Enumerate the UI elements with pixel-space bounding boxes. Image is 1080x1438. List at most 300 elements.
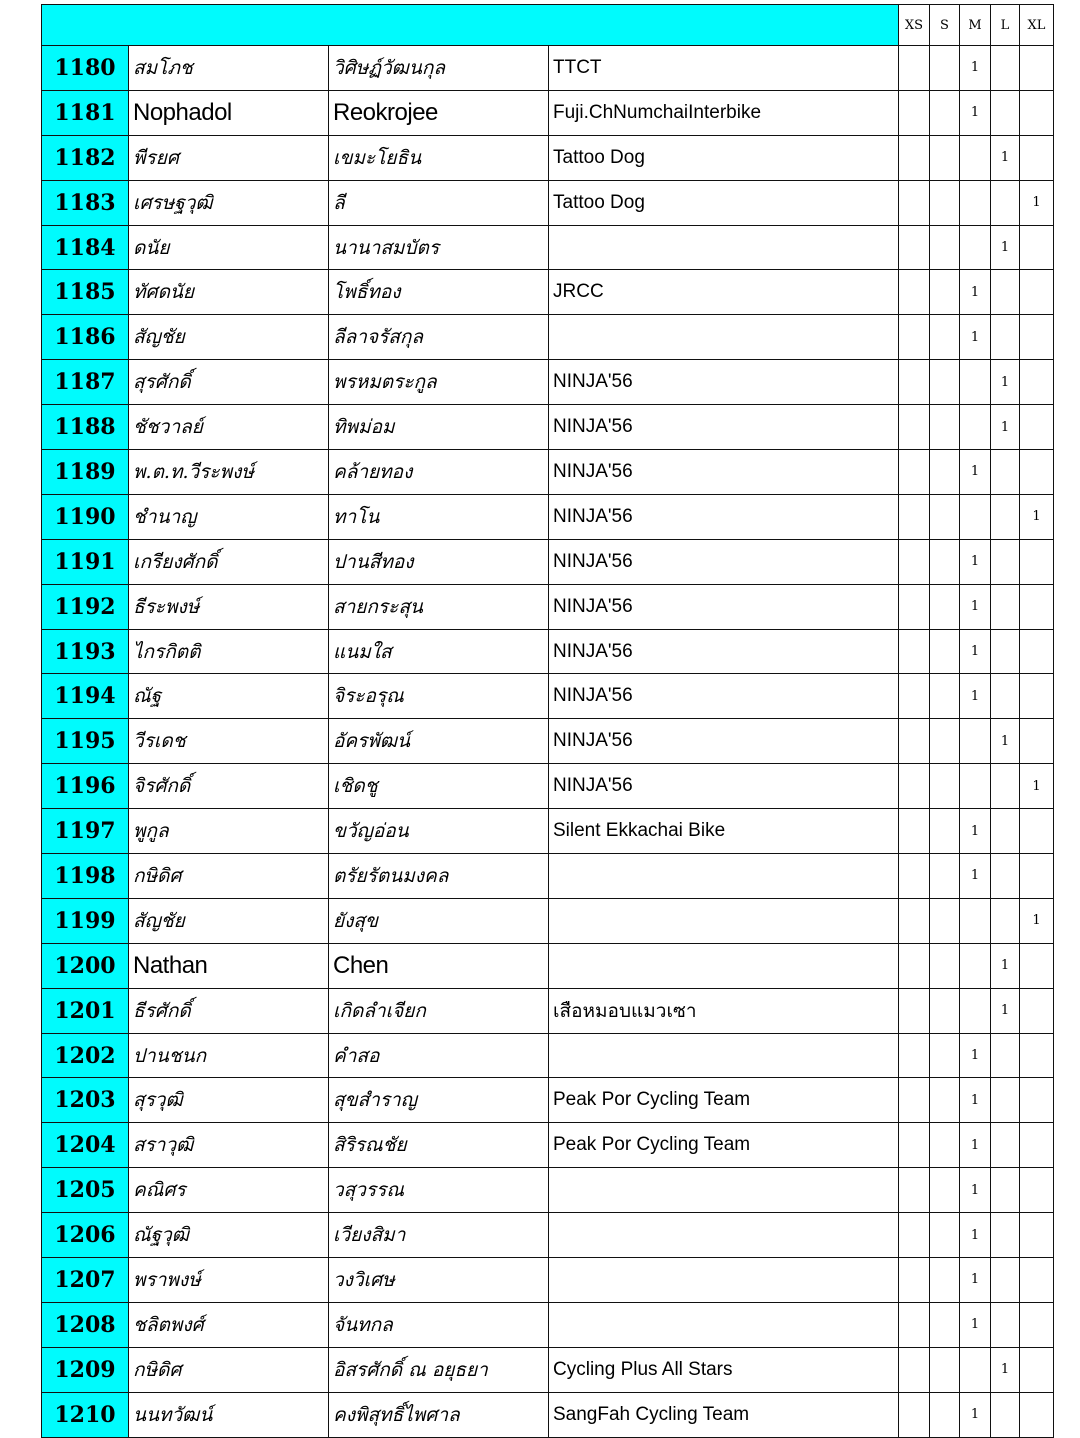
size-cell-l (991, 809, 1020, 854)
team-name (549, 1213, 899, 1258)
size-cell-l (991, 46, 1020, 91)
team-name: NINJA'56 (549, 584, 899, 629)
table-row (42, 674, 1054, 719)
size-cell-m: 1 (960, 450, 991, 495)
first-name: สุรศักดิ์ (129, 360, 329, 405)
size-cell-xl (1020, 315, 1054, 360)
last-name: Reokrojee (329, 90, 549, 135)
last-name: จันทกล (329, 1302, 549, 1347)
table-row (42, 1033, 1054, 1078)
size-cell-xs (899, 1392, 930, 1437)
size-cell-m (960, 180, 991, 225)
team-name (549, 1302, 899, 1347)
table-row (42, 764, 1054, 809)
first-name: กษิดิศ (129, 1347, 329, 1392)
size-cell-s (930, 360, 960, 405)
size-cell-m (960, 135, 991, 180)
table-row (42, 1347, 1054, 1392)
entry-number: 1191 (42, 539, 129, 584)
header-banner (42, 5, 899, 46)
last-name: ลีลาจรัสกุล (329, 315, 549, 360)
last-name: ทิพม่อม (329, 405, 549, 450)
table-row (42, 898, 1054, 943)
entry-number: 1180 (42, 46, 129, 91)
team-name: NINJA'56 (549, 764, 899, 809)
team-name: Tattoo Dog (549, 135, 899, 180)
first-name: ชัชวาลย์ (129, 405, 329, 450)
size-cell-s (930, 225, 960, 270)
first-name: พราพงษ์ (129, 1258, 329, 1303)
size-cell-xl (1020, 539, 1054, 584)
size-cell-s (930, 1258, 960, 1303)
first-name: สมโภช (129, 46, 329, 91)
entry-number: 1194 (42, 674, 129, 719)
first-name: ปานชนก (129, 1033, 329, 1078)
first-name: Nophadol (129, 90, 329, 135)
team-name (549, 1258, 899, 1303)
team-name: SangFah Cycling Team (549, 1392, 899, 1437)
size-cell-xs (899, 674, 930, 719)
size-cell-xl (1020, 360, 1054, 405)
size-cell-xl (1020, 1078, 1054, 1123)
size-cell-xl (1020, 1123, 1054, 1168)
last-name: วสุวรรณ (329, 1168, 549, 1213)
size-cell-m (960, 764, 991, 809)
size-header-l: L (991, 5, 1020, 46)
size-cell-s (930, 135, 960, 180)
size-cell-m: 1 (960, 315, 991, 360)
size-cell-s (930, 854, 960, 899)
size-cell-s (930, 46, 960, 91)
size-cell-l (991, 674, 1020, 719)
size-cell-m (960, 988, 991, 1033)
size-cell-xs (899, 46, 930, 91)
size-cell-l (991, 270, 1020, 315)
size-cell-xs (899, 854, 930, 899)
team-name (549, 898, 899, 943)
table-row (42, 494, 1054, 539)
size-cell-xl (1020, 405, 1054, 450)
first-name: ไกรกิตติ (129, 629, 329, 674)
table-row (42, 270, 1054, 315)
last-name: ขวัญอ่อน (329, 809, 549, 854)
team-name: Tattoo Dog (549, 180, 899, 225)
size-cell-xl (1020, 1302, 1054, 1347)
size-cell-m (960, 494, 991, 539)
entry-number: 1182 (42, 135, 129, 180)
last-name: ปานสีทอง (329, 539, 549, 584)
size-cell-m: 1 (960, 1078, 991, 1123)
size-cell-xl (1020, 1347, 1054, 1392)
size-cell-xl (1020, 46, 1054, 91)
last-name: คำสอ (329, 1033, 549, 1078)
size-cell-xl (1020, 674, 1054, 719)
last-name: เชิดชู (329, 764, 549, 809)
table-row (42, 1302, 1054, 1347)
table-row (42, 854, 1054, 899)
size-cell-xs (899, 1168, 930, 1213)
size-cell-l: 1 (991, 988, 1020, 1033)
size-cell-l (991, 898, 1020, 943)
first-name: ชลิตพงศ์ (129, 1302, 329, 1347)
size-cell-s (930, 584, 960, 629)
entry-number: 1187 (42, 360, 129, 405)
entry-number: 1199 (42, 898, 129, 943)
table-row (42, 1392, 1054, 1437)
table-row (42, 1123, 1054, 1168)
last-name: สายกระสุน (329, 584, 549, 629)
entry-number: 1192 (42, 584, 129, 629)
size-cell-xl (1020, 584, 1054, 629)
table-row (42, 584, 1054, 629)
size-cell-xl (1020, 1392, 1054, 1437)
entry-number: 1185 (42, 270, 129, 315)
first-name: กษิดิศ (129, 854, 329, 899)
size-cell-xs (899, 1213, 930, 1258)
team-name (549, 315, 899, 360)
entry-number: 1202 (42, 1033, 129, 1078)
size-cell-xl (1020, 90, 1054, 135)
table-row (42, 629, 1054, 674)
size-cell-l (991, 1168, 1020, 1213)
size-cell-xl: 1 (1020, 898, 1054, 943)
team-name: NINJA'56 (549, 539, 899, 584)
team-name: เสือหมอบแมวเซา (549, 988, 899, 1033)
table-row (42, 809, 1054, 854)
size-cell-s (930, 539, 960, 584)
size-cell-s (930, 1033, 960, 1078)
size-cell-m (960, 405, 991, 450)
size-cell-s (930, 90, 960, 135)
entry-number: 1203 (42, 1078, 129, 1123)
team-name: JRCC (549, 270, 899, 315)
last-name: สิริรณชัย (329, 1123, 549, 1168)
last-name: Chen (329, 943, 549, 988)
table-row (42, 1213, 1054, 1258)
entry-number: 1186 (42, 315, 129, 360)
size-cell-xl (1020, 943, 1054, 988)
size-header-s: S (930, 5, 960, 46)
last-name: เขมะโยธิน (329, 135, 549, 180)
size-cell-xs (899, 494, 930, 539)
entry-number: 1208 (42, 1302, 129, 1347)
size-cell-s (930, 1168, 960, 1213)
size-cell-xl (1020, 450, 1054, 495)
size-cell-l: 1 (991, 135, 1020, 180)
first-name: เศรษฐวุฒิ (129, 180, 329, 225)
size-cell-s (930, 315, 960, 360)
size-cell-m: 1 (960, 46, 991, 91)
last-name: ตรัยรัตนมงคล (329, 854, 549, 899)
last-name: เกิดลำเจียก (329, 988, 549, 1033)
size-cell-s (930, 1213, 960, 1258)
size-cell-s (930, 1302, 960, 1347)
size-cell-xl (1020, 1258, 1054, 1303)
first-name: ธีระพงษ์ (129, 584, 329, 629)
entry-number: 1207 (42, 1258, 129, 1303)
last-name: คล้ายทอง (329, 450, 549, 495)
size-cell-l: 1 (991, 719, 1020, 764)
first-name: ธีรศักดิ์ (129, 988, 329, 1033)
size-cell-s (930, 1123, 960, 1168)
size-cell-xs (899, 629, 930, 674)
team-name (549, 943, 899, 988)
first-name: เกรียงศักดิ์ (129, 539, 329, 584)
size-cell-s (930, 405, 960, 450)
first-name: พีรยศ (129, 135, 329, 180)
size-cell-l: 1 (991, 405, 1020, 450)
size-cell-m: 1 (960, 1213, 991, 1258)
first-name: ชำนาญ (129, 494, 329, 539)
size-cell-l (991, 854, 1020, 899)
first-name: ทัศดนัย (129, 270, 329, 315)
team-name (549, 854, 899, 899)
size-cell-m (960, 1347, 991, 1392)
size-cell-s (930, 1078, 960, 1123)
size-cell-xl (1020, 225, 1054, 270)
size-cell-xs (899, 90, 930, 135)
size-cell-xl (1020, 1168, 1054, 1213)
size-cell-l: 1 (991, 943, 1020, 988)
first-name: จิรศักดิ์ (129, 764, 329, 809)
size-cell-xs (899, 809, 930, 854)
table-row (42, 1078, 1054, 1123)
table-row (42, 90, 1054, 135)
table-row (42, 315, 1054, 360)
last-name: ลี (329, 180, 549, 225)
size-cell-m: 1 (960, 539, 991, 584)
team-name: NINJA'56 (549, 494, 899, 539)
last-name: เวียงสิมา (329, 1213, 549, 1258)
size-cell-m: 1 (960, 629, 991, 674)
entry-number: 1196 (42, 764, 129, 809)
size-cell-xs (899, 1033, 930, 1078)
size-cell-s (930, 629, 960, 674)
size-cell-s (930, 494, 960, 539)
last-name: อัครพัฒน์ (329, 719, 549, 764)
size-cell-xl (1020, 854, 1054, 899)
size-cell-xl (1020, 988, 1054, 1033)
size-cell-s (930, 450, 960, 495)
size-cell-xs (899, 1302, 930, 1347)
size-header-xs: XS (899, 5, 930, 46)
size-cell-xl (1020, 270, 1054, 315)
size-cell-l (991, 180, 1020, 225)
size-cell-xs (899, 1123, 930, 1168)
roster-table (41, 4, 1054, 1438)
last-name: สุขสำราญ (329, 1078, 549, 1123)
table-row (42, 405, 1054, 450)
size-cell-s (930, 1347, 960, 1392)
size-cell-m (960, 225, 991, 270)
size-cell-s (930, 674, 960, 719)
size-cell-xs (899, 719, 930, 764)
team-name: Fuji.ChNumchaiInterbike (549, 90, 899, 135)
size-cell-xs (899, 315, 930, 360)
size-cell-m: 1 (960, 90, 991, 135)
first-name: พ.ต.ท.วีระพงษ์ (129, 450, 329, 495)
last-name: คงพิสุทธิ์ไพศาล (329, 1392, 549, 1437)
size-cell-l: 1 (991, 360, 1020, 405)
table-row (42, 135, 1054, 180)
size-cell-xl (1020, 629, 1054, 674)
table-row (42, 943, 1054, 988)
size-cell-xs (899, 1078, 930, 1123)
team-name: NINJA'56 (549, 674, 899, 719)
table-row (42, 450, 1054, 495)
team-name: NINJA'56 (549, 450, 899, 495)
size-cell-xs (899, 135, 930, 180)
size-cell-xs (899, 1347, 930, 1392)
size-cell-xs (899, 898, 930, 943)
last-name: พรหมตระกูล (329, 360, 549, 405)
size-cell-l (991, 539, 1020, 584)
last-name: วงวิเศษ (329, 1258, 549, 1303)
entry-number: 1184 (42, 225, 129, 270)
size-cell-xs (899, 988, 930, 1033)
first-name: สราวุฒิ (129, 1123, 329, 1168)
entry-number: 1181 (42, 90, 129, 135)
size-cell-m: 1 (960, 584, 991, 629)
table-row (42, 225, 1054, 270)
size-cell-xs (899, 360, 930, 405)
size-cell-xs (899, 405, 930, 450)
size-cell-s (930, 764, 960, 809)
first-name: ณัฐวุฒิ (129, 1213, 329, 1258)
entry-number: 1188 (42, 405, 129, 450)
first-name: นนทวัฒน์ (129, 1392, 329, 1437)
entry-number: 1189 (42, 450, 129, 495)
entry-number: 1198 (42, 854, 129, 899)
first-name: ณัฐ (129, 674, 329, 719)
size-cell-l: 1 (991, 225, 1020, 270)
table-row (42, 539, 1054, 584)
team-name: NINJA'56 (549, 405, 899, 450)
size-cell-l (991, 1258, 1020, 1303)
size-cell-xs (899, 1258, 930, 1303)
size-cell-m (960, 719, 991, 764)
size-cell-s (930, 270, 960, 315)
size-cell-l: 1 (991, 1347, 1020, 1392)
entry-number: 1201 (42, 988, 129, 1033)
team-name: Silent Ekkachai Bike (549, 809, 899, 854)
entry-number: 1195 (42, 719, 129, 764)
size-cell-l (991, 1078, 1020, 1123)
team-name: NINJA'56 (549, 360, 899, 405)
size-cell-l (991, 315, 1020, 360)
size-cell-m (960, 898, 991, 943)
header-row (42, 5, 1054, 46)
team-name: Cycling Plus All Stars (549, 1347, 899, 1392)
last-name: นานาสมบัตร (329, 225, 549, 270)
size-cell-l (991, 450, 1020, 495)
size-cell-l (991, 1213, 1020, 1258)
size-cell-m: 1 (960, 674, 991, 719)
size-cell-m (960, 360, 991, 405)
last-name: ยังสุข (329, 898, 549, 943)
last-name: โพธิ์ทอง (329, 270, 549, 315)
size-cell-l (991, 494, 1020, 539)
team-name (549, 1168, 899, 1213)
table-row (42, 360, 1054, 405)
entry-number: 1210 (42, 1392, 129, 1437)
size-cell-xs (899, 764, 930, 809)
entry-number: 1200 (42, 943, 129, 988)
team-name (549, 225, 899, 270)
last-name: จิระอรุณ (329, 674, 549, 719)
first-name: สัญชัย (129, 898, 329, 943)
entry-number: 1193 (42, 629, 129, 674)
size-cell-l (991, 584, 1020, 629)
team-name (549, 1033, 899, 1078)
table-row (42, 180, 1054, 225)
entry-number: 1205 (42, 1168, 129, 1213)
entry-number: 1206 (42, 1213, 129, 1258)
first-name: พูกูล (129, 809, 329, 854)
size-cell-s (930, 180, 960, 225)
size-cell-m: 1 (960, 1033, 991, 1078)
roster-body (42, 5, 1054, 1438)
size-cell-xs (899, 225, 930, 270)
size-cell-s (930, 809, 960, 854)
size-cell-l (991, 1392, 1020, 1437)
team-name: Peak Por Cycling Team (549, 1078, 899, 1123)
size-cell-s (930, 719, 960, 764)
entry-number: 1190 (42, 494, 129, 539)
last-name: วิศิษฏ์วัฒนกุล (329, 46, 549, 91)
size-cell-xl (1020, 1033, 1054, 1078)
size-cell-m: 1 (960, 270, 991, 315)
size-cell-xs (899, 539, 930, 584)
size-cell-s (930, 1392, 960, 1437)
table-row (42, 46, 1054, 91)
table-row (42, 1258, 1054, 1303)
first-name: วีรเดช (129, 719, 329, 764)
size-cell-s (930, 943, 960, 988)
size-cell-m: 1 (960, 1168, 991, 1213)
size-cell-xs (899, 943, 930, 988)
size-cell-l (991, 764, 1020, 809)
size-cell-m: 1 (960, 809, 991, 854)
size-cell-m: 1 (960, 854, 991, 899)
size-cell-xl: 1 (1020, 764, 1054, 809)
size-cell-s (930, 898, 960, 943)
size-cell-xl: 1 (1020, 180, 1054, 225)
entry-number: 1204 (42, 1123, 129, 1168)
size-cell-m: 1 (960, 1302, 991, 1347)
last-name: ทาโน (329, 494, 549, 539)
team-name: NINJA'56 (549, 629, 899, 674)
size-cell-l (991, 629, 1020, 674)
table-row (42, 1168, 1054, 1213)
last-name: อิสรศักดิ์ ณ อยุธยา (329, 1347, 549, 1392)
entry-number: 1197 (42, 809, 129, 854)
size-header-xl: XL (1020, 5, 1054, 46)
size-cell-m (960, 943, 991, 988)
size-cell-l (991, 1033, 1020, 1078)
first-name: ดนัย (129, 225, 329, 270)
table-row (42, 719, 1054, 764)
size-header-m: M (960, 5, 991, 46)
size-cell-xl (1020, 809, 1054, 854)
team-name: TTCT (549, 46, 899, 91)
size-cell-xs (899, 270, 930, 315)
size-cell-s (930, 988, 960, 1033)
size-cell-xs (899, 450, 930, 495)
entry-number: 1209 (42, 1347, 129, 1392)
team-name: Peak Por Cycling Team (549, 1123, 899, 1168)
size-cell-m: 1 (960, 1258, 991, 1303)
